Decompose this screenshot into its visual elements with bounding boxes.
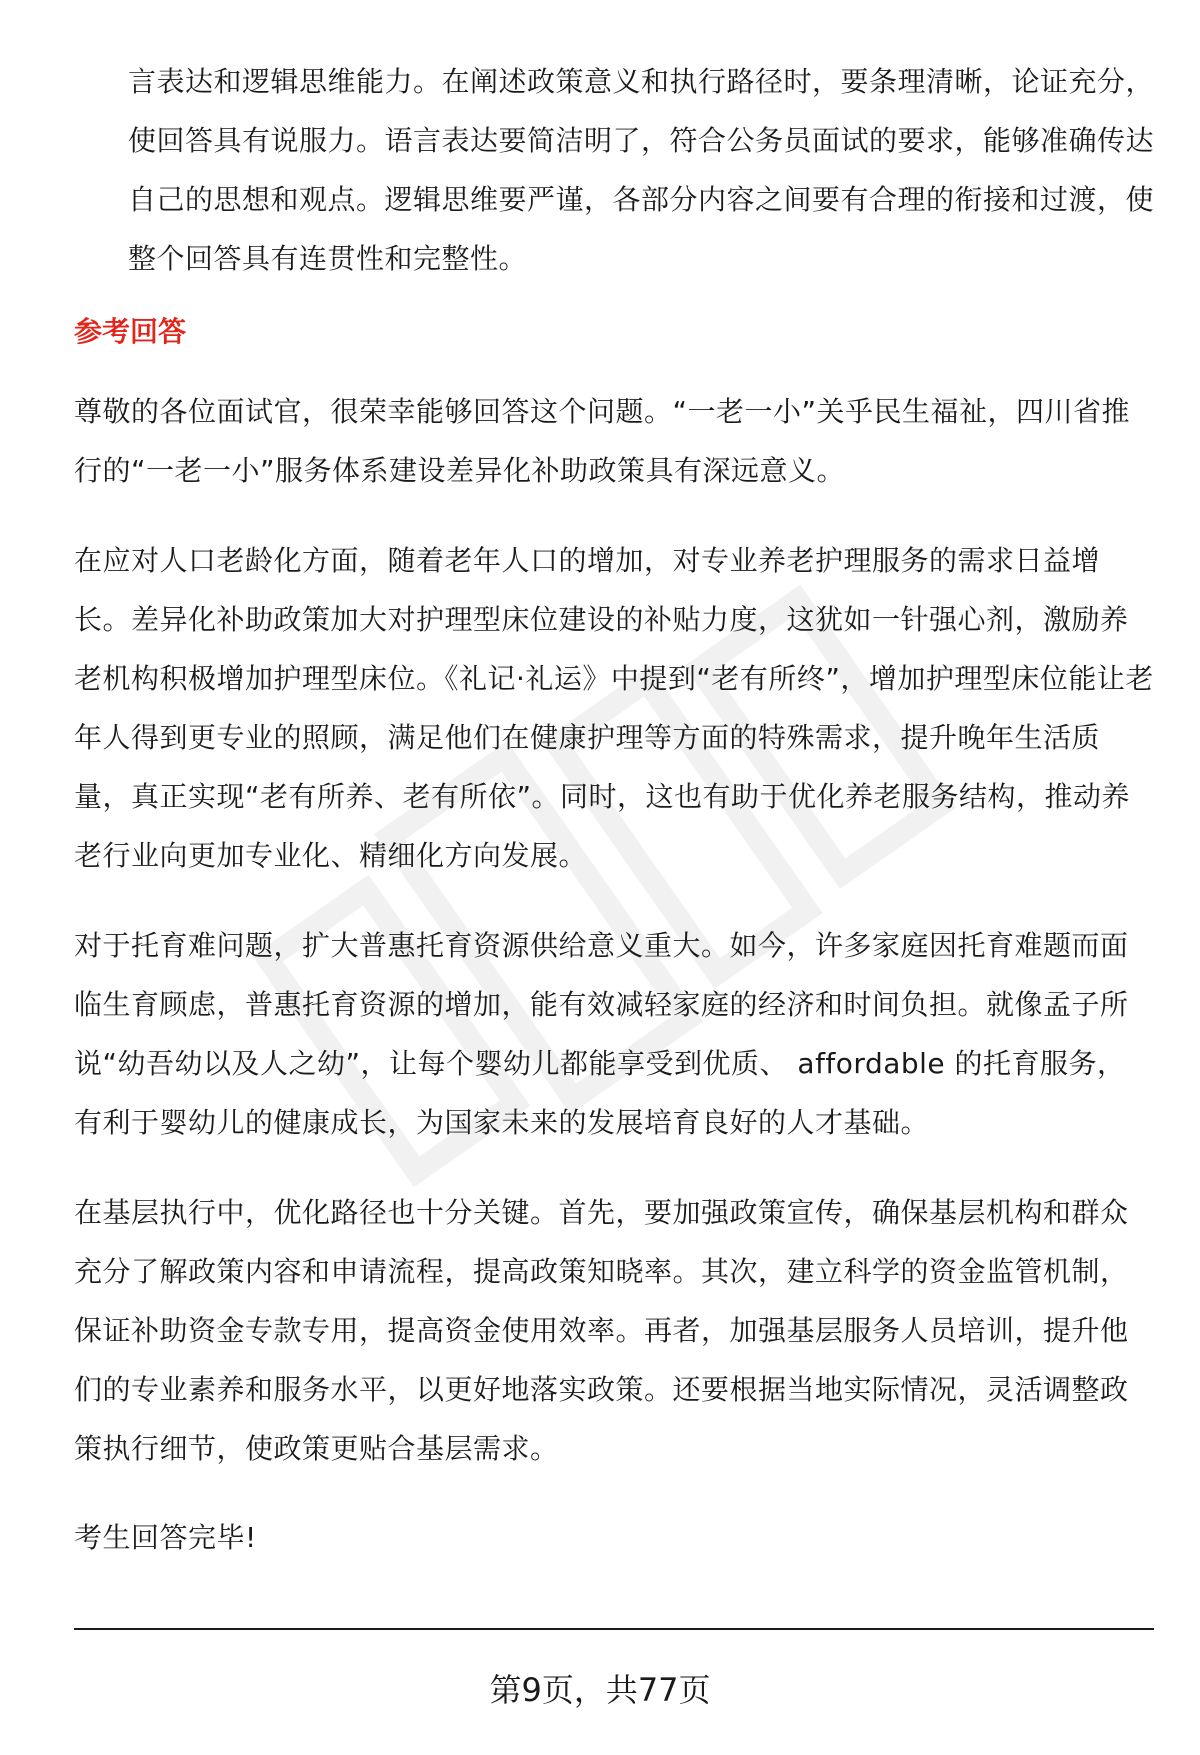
page-number: 第9页，共77页 [489, 1671, 711, 1709]
answer-paragraph-1: 尊敬的各位面试官，很荣幸能够回答这个问题。“一老一小”关乎民生福祉，四川省推行的“一老一小”服务体系建设差异化补助政策具有深远意义。 [74, 395, 1131, 487]
answer-paragraph-3: 对于托育难问题，扩大普惠托育资源供给意义重大。如今，许多家庭因托育难题而面临生育顾虑，普惠托育资源的增加，能有效减轻家庭的经济和时间负担。就像孟子所说“幼吾幼以及人之幼”，让每个婴幼儿都能享受到优质、 affordable 的托育服务，有利于婴幼儿的健康成长，为国家未来的发展培育良好的人才基础。 [74, 929, 1129, 1139]
document-body [74, 52, 1154, 1567]
answer-paragraph-2: 在应对人口老龄化方面，随着老年人口的增加，对专业养老护理服务的需求日益增长。差异化补助政策加大对护理型床位建设的补贴力度，这犹如一针强心剂，激励养老机构积极增加护理型床位。《礼记·礼运》中提到“老有所终”，增加护理型床位能让老年人得到更专业的照顾，满足他们在健康护理等方面的特殊需求，提升晚年生活质量，真正实现“老有所养、老有所依”。同时，这也有助于优化养老服务结构，推动养老行业向更加专业化、精细化方向发展。 [74, 544, 1154, 872]
closing-line: 考生回答完毕! [74, 1521, 257, 1554]
section-heading-reference-answer: 参考回答 [74, 315, 187, 348]
intro-paragraph: 言表达和逻辑思维能力。在阐述政策意义和执行路径时，要条理清晰，论证充分，使回答具有说服力。语言表达要简洁明了，符合公务员面试的要求，能够准确传达自己的思想和观点。逻辑思维要严谨，各部分内容之间要有合理的衔接和过渡，使整个回答具有连贯性和完整性。 [128, 65, 1155, 275]
footer-divider [74, 1628, 1154, 1630]
answer-paragraph-4: 在基层执行中，优化路径也十分关键。首先，要加强政策宣传，确保基层机构和群众充分了解政策内容和申请流程，提高政策知晓率。其次，建立科学的资金监管机制，保证补助资金专款专用，提高资金使用效率。再者，加强基层服务人员培训，提升他们的专业素养和服务水平，以更好地落实政策。还要根据当地实际情况，灵活调整政策执行细节，使政策更贴合基层需求。 [74, 1196, 1129, 1465]
